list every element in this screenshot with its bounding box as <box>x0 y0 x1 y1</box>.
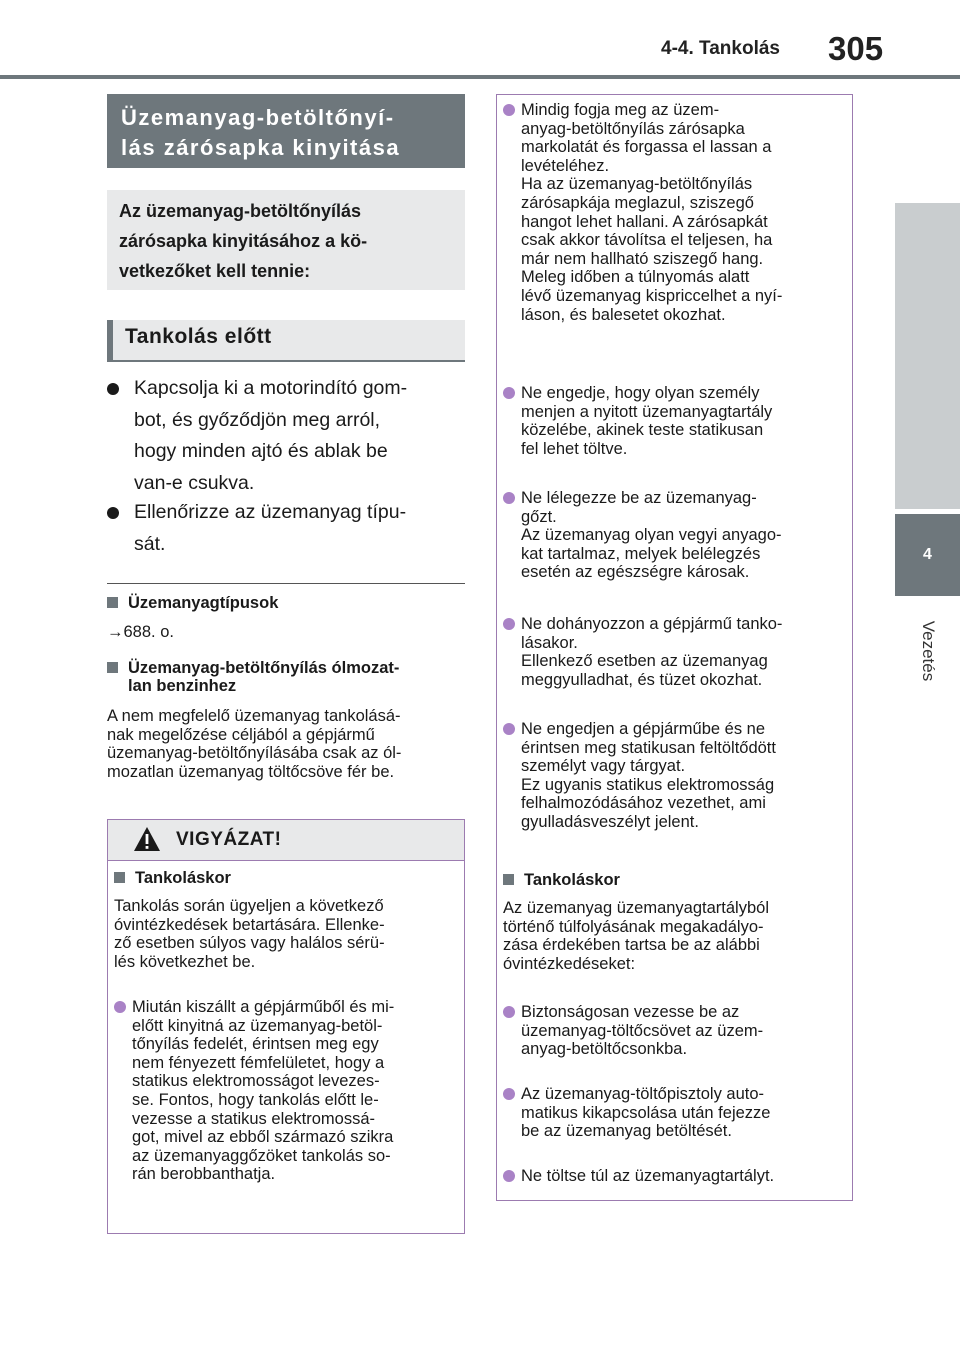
body-line: gőzt. <box>521 507 557 526</box>
body-line: tőnyílás fedelét, érintsen meg egy <box>132 1035 379 1054</box>
body-line: esetén az egészségre károsak. <box>521 563 750 582</box>
body-line: előtt kinyitná az üzemanyag-betöl- <box>132 1016 383 1035</box>
body-line: Miután kiszállt a gépjárműből és mi- <box>132 998 395 1016</box>
body-line: Tankolás során ügyeljen a következő <box>114 897 384 915</box>
body-line: Ez ugyanis statikus elektromosság <box>521 775 775 794</box>
body-line: nak megelőzése céljából a gépjármű <box>107 725 375 744</box>
bullet-dot-icon <box>503 387 515 399</box>
body-line: már nem hallható sziszegő hang. <box>521 249 764 268</box>
bullet-dot-icon <box>503 1088 515 1100</box>
bullet-dot-icon <box>503 723 515 735</box>
body-line: anyag-betöltőnyílás zárósapka <box>521 119 745 138</box>
body-line: lásakor. <box>521 633 578 652</box>
body-line: vezesse a statikus elektromossá- <box>132 1109 376 1128</box>
warning-bullet <box>503 615 848 689</box>
warning-bullet <box>503 384 848 458</box>
unleaded-body <box>107 707 465 781</box>
body-line: levételéhez. <box>521 156 610 175</box>
section-label: 4-4. Tankolás <box>661 38 780 59</box>
body-line: A nem megfelelő üzemanyag tankolásá- <box>107 707 401 725</box>
body-line: Mindig fogja meg az üzem- <box>521 101 720 119</box>
chapter-label-tab <box>895 596 960 706</box>
body-line: lévő üzemanyag kispriccelhet a nyí- <box>521 286 783 305</box>
step-item <box>107 497 462 560</box>
body-line: kat tartalmaz, melyek belélegzés <box>521 544 761 563</box>
refueling-section-heading <box>503 871 848 889</box>
warning-bullet <box>503 1003 848 1059</box>
body-line: Az üzemanyag-töltőpisztoly auto- <box>521 1085 765 1103</box>
body-line: fel lehet töltve. <box>521 439 628 458</box>
bullet-dot-icon <box>503 492 515 504</box>
body-line: be az üzemanyag betöltését. <box>521 1122 732 1141</box>
intro-line: zárósapka kinyitásához a kö- <box>119 231 368 251</box>
body-line: got, mivel az ebből származó szikra <box>132 1128 394 1147</box>
body-line: statikus elektromosságot levezes- <box>132 1072 380 1091</box>
body-line: gyulladásveszélyt jelent. <box>521 812 699 831</box>
body-line: közelébe, akinek teste statikusan <box>521 421 764 440</box>
body-line: zárósapkája meglazul, sziszegő <box>521 193 754 212</box>
warning-triangle-icon <box>133 825 161 853</box>
step-line: sát. <box>134 532 166 555</box>
body-line: csak akkor távolítsa el teljesen, ha <box>521 231 773 250</box>
body-line: üzemanyag-töltőcsövet az üzem- <box>521 1021 764 1040</box>
warning-bullet <box>503 101 848 324</box>
intro-line: vetkezőket kell tennie: <box>119 261 311 281</box>
heading-text: Tankoláskor <box>135 869 231 887</box>
refueling-intro <box>503 899 848 973</box>
warning-bullet <box>114 998 459 1184</box>
heading-text: Tankoláskor <box>524 871 620 889</box>
warning-bullet <box>503 1167 848 1186</box>
body-line: lés következhet be. <box>114 952 256 971</box>
bullet-dot-icon <box>503 618 515 630</box>
page-number: 305 <box>828 30 884 67</box>
step-line: van-e csukva. <box>134 471 255 494</box>
square-bullet-icon <box>107 662 118 673</box>
step-item <box>107 373 462 499</box>
body-line: markolatát és forgassa el lassan a <box>521 138 772 157</box>
body-line: meggyulladhat, és tüzet okozhat. <box>521 670 763 689</box>
body-line: óvintézkedéseket: <box>503 954 636 973</box>
page-reference-link[interactable]: →688. o. <box>107 623 174 641</box>
body-line: hangot lehet hallani. A zárósapkát <box>521 212 768 231</box>
unleaded-heading <box>107 659 465 695</box>
body-line: se. Fontos, hogy tankolás előtt le- <box>132 1090 379 1109</box>
warning-intro <box>114 897 459 971</box>
body-line: történő túlfolyásának megakadályo- <box>503 917 764 936</box>
subheading-before-refueling: Tankolás előtt <box>107 320 465 362</box>
body-line: Ne töltse túl az üzemanyagtartályt. <box>521 1167 775 1185</box>
step-line: hogy minden ajtó és ablak be <box>134 440 388 462</box>
intro-line: Az üzemanyag-betöltőnyílás <box>119 201 362 221</box>
body-line: Ne dohányozzon a gépjármű tanko- <box>521 615 783 633</box>
warning-header <box>108 820 464 861</box>
body-line: Az üzemanyag üzemanyagtartályból <box>503 899 769 917</box>
bullet-dot-icon <box>114 1001 126 1013</box>
warning-bullet <box>503 720 848 832</box>
body-line: Ne engedje, hogy olyan személy <box>521 384 760 402</box>
header-rule <box>0 75 960 79</box>
body-line: Ne lélegezze be az üzemanyag- <box>521 489 757 507</box>
body-line: Ha az üzemanyag-betöltőnyílás <box>521 175 753 194</box>
warning-bullet <box>503 489 848 582</box>
body-line: menjen a nyitott üzemanyagtartály <box>521 402 773 421</box>
bullet-dot-icon <box>107 507 119 519</box>
square-bullet-icon <box>503 874 514 885</box>
body-line: Ne engedjen a gépjárműbe és ne <box>521 720 766 738</box>
body-line: felhalmozódásához vezethet, ami <box>521 794 766 813</box>
body-line: személyt vagy tárgyat. <box>521 757 686 776</box>
section-title-line: Üzemanyag-betöltőnyí- <box>121 105 395 130</box>
square-bullet-icon <box>114 872 125 883</box>
heading-text: lan benzinhez <box>128 677 237 695</box>
chapter-number-tab: 4 <box>895 514 960 596</box>
body-line: láson, és balesetet okozhat. <box>521 305 726 324</box>
body-line: az üzemanyaggőzöket tankolás so- <box>132 1146 391 1165</box>
body-line: mozatlan üzemanyag töltőcsöve fér be. <box>107 762 395 781</box>
body-line: Ellenkező esetben az üzemanyag <box>521 652 768 671</box>
intro-box <box>107 190 465 290</box>
heading-text: Üzemanyagtípusok <box>128 594 279 612</box>
warning-title: VIGYÁZAT! <box>176 829 282 850</box>
body-line: ző esetben súlyos vagy halálos sérü- <box>114 934 385 952</box>
fuel-types-heading <box>107 594 465 612</box>
bullet-dot-icon <box>503 1006 515 1018</box>
step-line: Kapcsolja ki a motorindító gom- <box>134 377 408 399</box>
body-line: Az üzemanyag olyan vegyi anyago- <box>521 526 782 545</box>
body-line: zása érdekében tartsa be az alábbi <box>503 936 760 954</box>
body-line: matikus kikapcsolása után fejezze <box>521 1103 771 1122</box>
section-title-line: lás zárósapka kinyitása <box>121 135 401 160</box>
chapter-label: Vezetés <box>918 620 938 682</box>
step-line: Ellenőrizze az üzemanyag típu- <box>134 501 407 523</box>
body-line: nem fényezett fémfelületet, hogy a <box>132 1053 385 1072</box>
body-line: érintsen meg statikusan feltöltődött <box>521 738 776 757</box>
bullet-dot-icon <box>503 1170 515 1182</box>
section-title <box>107 94 465 168</box>
bullet-dot-icon <box>107 383 119 395</box>
square-bullet-icon <box>107 597 118 608</box>
body-line: üzemanyag-betöltőnyílásába csak az ól- <box>107 744 402 762</box>
body-line: Biztonságosan vezesse be az <box>521 1003 740 1021</box>
body-line: anyag-betöltőcsonkba. <box>521 1040 688 1059</box>
heading-text: Üzemanyag-betöltőnyílás ólmozat- <box>128 659 400 677</box>
bullet-dot-icon <box>503 104 515 116</box>
body-line: rán berobbanthatja. <box>132 1165 276 1184</box>
body-line: Meleg időben a túlnyomás alatt <box>521 268 750 287</box>
warning-section-heading <box>114 869 459 887</box>
step-line: bot, és győződjön meg arról, <box>134 408 381 431</box>
side-tab-background <box>895 203 960 509</box>
divider <box>107 583 465 584</box>
body-line: óvintézkedések betartására. Ellenke- <box>114 915 385 934</box>
warning-bullet <box>503 1085 848 1141</box>
